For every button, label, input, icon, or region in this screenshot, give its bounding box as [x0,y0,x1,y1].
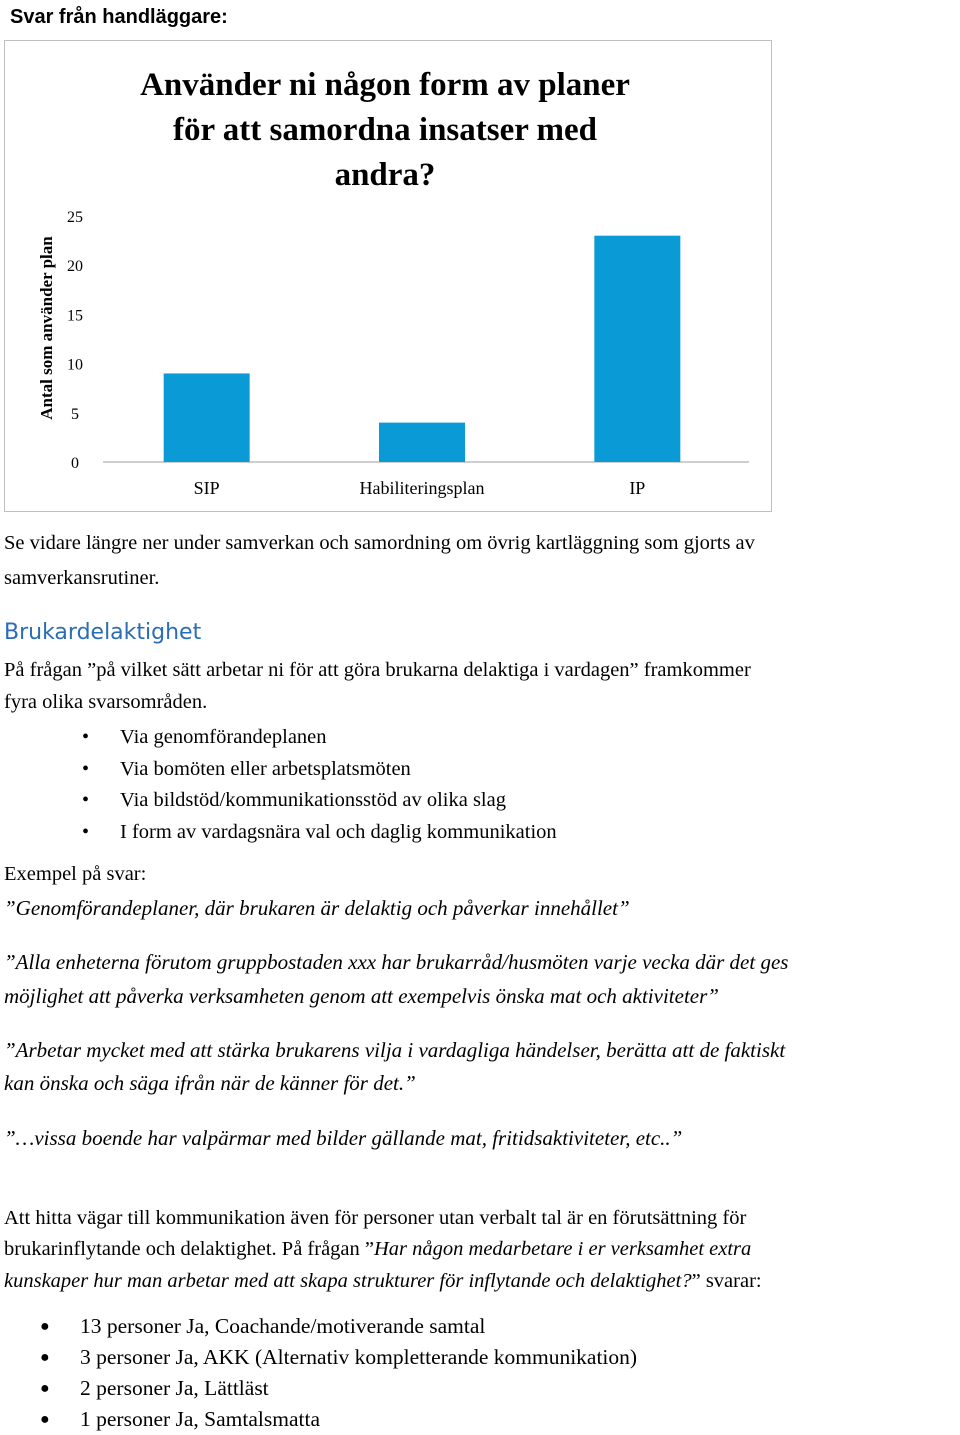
quote-2-line-1: ”Alla enheterna förutom gruppbostaden xxx har brukarråd/husmöten varje vecka där det ges [4,950,789,974]
x-tick-label: IP [629,478,646,498]
list-item: • I form av vardagsnära val och daglig kommunikation [82,817,557,849]
y-tick-label: 5 [71,405,79,423]
chart-title-line-1: Använder ni någon form av planer [140,67,630,103]
answers-list [40,1311,637,1435]
chart-title-line-2: för att samordna insatser med [172,112,598,148]
x-tick-label: SIP [193,478,220,498]
y-axis-label: Antal som använder plan [37,236,56,420]
page-heading: Svar från handläggare: [10,6,228,28]
quote-2-line-2: möjlighet att påverka verksamheten genom att exempelvis önska mat och aktiviteter” [4,984,719,1008]
question-text-part-2: kunskaper hur man arbetar med att skapa strukturer för inflytande och delaktighet? [4,1270,692,1292]
examples-label: Exempel på svar: [4,863,147,885]
question-text-part-1: Har någon medarbetare i er verksamhet extra [374,1238,752,1260]
y-tick-label: 10 [67,356,83,374]
x-tick-label: Habiliteringsplan [359,478,485,498]
paragraph2-line-2 [4,1234,751,1264]
paragraph-line-1: Se vidare längre ner under samverkan och samordning om övrig kartläggning som gjorts av [4,532,755,554]
paragraph2-line-3-plain: ” svarar: [691,1270,762,1292]
quote-1: ”Genomförandeplaner, där brukaren är delaktig och påverkar innehållet” [4,896,630,920]
response-areas-list [82,722,557,848]
list-item: ● 3 personer Ja, AKK (Alternativ kompletterande kommunikation) [40,1342,637,1373]
section-heading: Brukardelaktighet [4,620,202,645]
quote-3-line-1: ”Arbetar mycket med att stärka brukarens vilja i vardagliga händelser, berätta att de faktiskt [4,1038,786,1062]
quote-4: ”…vissa boende har valpärmar med bilder gällande mat, fritidsaktiviteter, etc..” [4,1126,683,1150]
y-tick-label: 0 [71,455,79,472]
list-item: • Via genomförandeplanen [82,722,557,754]
chart-plot [5,41,771,511]
y-tick-label: 15 [67,307,83,325]
list-item: ● 2 personer Ja, Lättläst [40,1373,637,1404]
quote-3-line-2: kan önska och säga ifrån när de känner för det.” [4,1071,416,1095]
chart-title-line-3: andra? [334,157,436,193]
paragraph2-line-1: Att hitta vägar till kommunikation även för personer utan verbalt tal är en förutsättning för [4,1207,747,1229]
y-tick-label: 25 [67,209,83,226]
intro-line-1: På frågan ”på vilket sätt arbetar ni för att göra brukarna delaktiga i vardagen” framkommer [4,659,751,681]
paragraph2-line-3 [4,1266,762,1296]
paragraph2-line-2-plain: brukarinflytande och delaktighet. På frågan ” [4,1238,374,1260]
list-item: ● 13 personer Ja, Coachande/motiverande samtal [40,1311,637,1342]
y-tick-label: 20 [67,258,83,276]
list-item: • Via bildstöd/kommunikationsstöd av olika slag [82,785,557,817]
bar-chart [4,40,772,512]
intro-line-2: fyra olika svarsområden. [4,691,208,713]
list-item: • Via bomöten eller arbetsplatsmöten [82,754,557,786]
paragraph-line-2: samverkansrutiner. [4,567,160,589]
list-item: ● 1 personer Ja, Samtalsmatta [40,1404,637,1435]
bar-sip [164,373,250,462]
bar-ip [594,236,680,462]
bar-habiliteringsplan [379,423,465,462]
